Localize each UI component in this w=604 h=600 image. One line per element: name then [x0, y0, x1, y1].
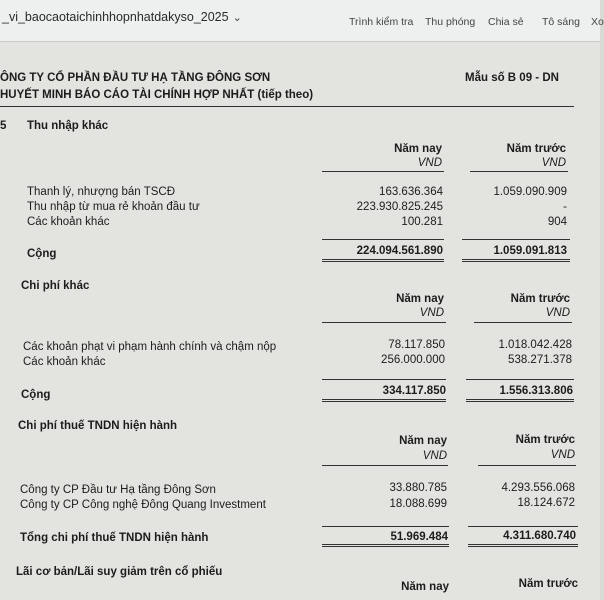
total-value-current: 334.117.850: [382, 385, 446, 397]
section-title-other-income: Thu nhập khác: [27, 120, 109, 132]
window-toolbar: [0, 0, 604, 42]
total-rule-top: [322, 526, 449, 527]
col-unit-current: VND: [419, 307, 444, 319]
row-label: Các khoản khác: [23, 356, 106, 368]
total-value-previous: 1.059.091.813: [493, 245, 567, 257]
row-value-current: 256.000.000: [381, 354, 445, 366]
col-unit-current: VND: [417, 157, 442, 169]
total-double-rule: [322, 544, 449, 547]
total-rule-top: [462, 239, 570, 240]
col-unit-previous: VND: [550, 449, 575, 461]
chevron-down-icon[interactable]: ⌄: [232, 12, 242, 24]
col-header-previous-year: Năm trước: [510, 293, 570, 305]
document-subtitle: HUYẾT MINH BÁO CÁO TÀI CHÍNH HỢP NHẤT (tiếp theo): [0, 89, 314, 101]
col-underline-current: [322, 465, 448, 466]
total-double-rule: [322, 259, 444, 262]
col-underline-previous: [474, 322, 572, 323]
total-double-rule: [466, 399, 574, 402]
zoom-button[interactable]: Thu phóng: [425, 16, 476, 28]
total-rule-top: [466, 379, 574, 380]
more-button[interactable]: Xo: [591, 16, 604, 28]
section-title-other-expenses: Chi phí khác: [21, 280, 90, 292]
highlight-button[interactable]: Tô sáng: [542, 16, 580, 28]
row-value-current: 223.930.825.245: [356, 201, 443, 213]
row-value-current: 78.117.850: [388, 339, 445, 351]
total-label: Cộng: [21, 389, 51, 401]
col-underline-current: [322, 322, 446, 323]
total-value-current: 51.969.484: [390, 531, 448, 543]
document-title: _vi_baocaotaichinhhopnhatdakyso_2025: [2, 10, 229, 24]
section-number: 5: [0, 120, 7, 132]
row-value-previous: -: [563, 201, 567, 213]
total-rule-top: [468, 526, 578, 527]
col-header-current-year: Năm nay: [396, 293, 444, 305]
total-label: Tổng chi phí thuế TNDN hiện hành: [20, 532, 209, 544]
col-unit-previous: VND: [541, 157, 566, 169]
total-value-current: 224.094.561.890: [356, 245, 443, 257]
col-header-current-year: Năm nay: [394, 143, 442, 155]
form-number: Mẫu số B 09 - DN: [465, 72, 559, 84]
row-label: Các khoản phạt vi phạm hành chính và chậm nộp: [23, 341, 277, 353]
row-value-previous: 4.293.556.068: [501, 482, 575, 494]
document-title-menu[interactable]: [2, 10, 242, 24]
row-value-current: 18.088.699: [389, 498, 447, 510]
total-double-rule: [462, 259, 570, 262]
total-rule-top: [322, 379, 446, 380]
row-label: Thanh lý, nhượng bán TSCĐ: [27, 186, 175, 198]
row-value-current: 100.281: [401, 216, 443, 228]
col-header-previous-year: Năm trước: [506, 143, 566, 155]
col-header-previous-year: Năm trước: [515, 434, 575, 446]
total-double-rule: [322, 399, 446, 402]
total-label: Cộng: [27, 248, 57, 260]
col-underline-current: [322, 171, 444, 172]
header-divider: [0, 106, 574, 107]
row-label: Công ty CP Công nghệ Đông Quang Investment: [20, 499, 266, 511]
section-title-eps: Lãi cơ bản/Lãi suy giảm trên cổ phiếu: [16, 566, 223, 578]
row-value-previous: 904: [547, 216, 567, 228]
col-header-current-year: Năm nay: [399, 435, 447, 447]
row-label: Thu nhập từ mua rẻ khoản đầu tư: [27, 201, 200, 213]
row-value-previous: 1.018.042.428: [498, 339, 572, 351]
col-header-previous-year: Năm trước: [518, 578, 578, 590]
col-underline-previous: [478, 465, 576, 466]
inspector-button[interactable]: Trình kiểm tra: [349, 16, 414, 28]
row-value-current: 33.880.785: [389, 482, 447, 494]
row-label: Các khoản khác: [27, 216, 110, 228]
row-value-current: 163.636.364: [379, 186, 443, 198]
document-page: [0, 42, 600, 600]
section-title-current-cit-expense: Chi phí thuế TNDN hiện hành: [18, 420, 178, 432]
row-value-previous: 18.124.672: [517, 497, 575, 509]
total-value-previous: 4.311.680.740: [503, 530, 576, 542]
col-underline-previous: [470, 171, 568, 172]
total-rule-top: [322, 239, 444, 240]
row-label: Công ty CP Đầu tư Hạ tầng Đông Sơn: [20, 484, 216, 496]
share-button[interactable]: Chia sẻ: [488, 16, 524, 28]
col-header-current-year: Năm nay: [401, 581, 449, 593]
col-unit-current: VND: [422, 450, 447, 462]
row-value-previous: 1.059.090.909: [493, 186, 567, 198]
row-value-previous: 538.271.378: [508, 354, 572, 366]
total-double-rule: [468, 544, 578, 547]
total-value-previous: 1.556.313.806: [499, 385, 573, 397]
company-name: ÔNG TY CỔ PHẦN ĐẦU TƯ HẠ TẦNG ĐÔNG SƠN: [0, 72, 271, 84]
col-unit-previous: VND: [545, 307, 570, 319]
